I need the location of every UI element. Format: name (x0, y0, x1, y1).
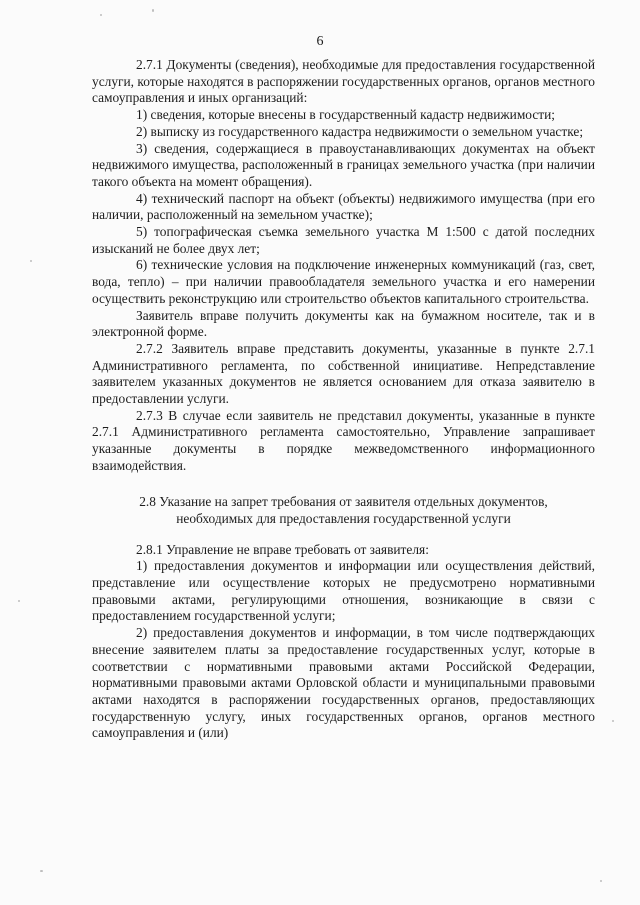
paragraph: 2.7.3 В случае если заявитель не представил документы, указанные в пункте 2.7.1 Административного регламента самостоятельно, Управление запрашивает указанные документы в порядке межведомственного информационного взаимодействия. (92, 407, 595, 473)
list-item: 2) выписку из государственного кадастра недвижимости о земельном участке; (136, 123, 584, 139)
paragraph: 2.7.2 Заявитель вправе представить документы, указанные в пункте 2.7.1 Административного регламента, по собственной инициативе. Непредставление заявителем указанных документов не является основанием для отказа заявителю в предоставлении услуги. (92, 340, 595, 407)
list-item: 3) сведения, содержащиеся в правоустанавливающих документах на объект недвижимого имущества, расположенный в границах земельного участка (при наличии такого объекта на момент обращения). (92, 140, 595, 189)
paragraph: 2.7.1 Документы (сведения), необходимые для предоставления государственной услуги, которые находятся в распоряжении государственных органов, органов местного самоуправления и иных организаций: (92, 57, 595, 106)
list-item: 1) сведения, которые внесены в государственный кадастр недвижимости; (136, 107, 556, 123)
list-item: 1) предоставления документов и информации или осуществления действий, представление или осуществление которых не предусмотрено нормативными правовыми актами, регулирующими отношения, возникающие в связи с предоставлением государственной услуги; (92, 558, 595, 624)
list-item: 6) технические условия на подключение инженерных коммуникаций (газ, свет, вода, тепло) – при наличии правообладателя земельного участка и его намерении осуществить реконструкцию или строительство объектов капитального строительства. (92, 257, 595, 306)
scan-speck (40, 870, 43, 872)
list-item: 5) топографическая съемка земельного участка М 1:500 с датой последних изысканий не более двух лет; (92, 224, 595, 256)
section-heading-line: необходимых для предоставления государственной услуги (176, 510, 511, 526)
section-heading (92, 493, 595, 527)
scan-speck (612, 720, 614, 722)
list-item: 2) предоставления документов и информации, в том числе подтверждающих внесение заявителем платы за предоставление государственных услуг, которые в соответствии с нормативными правовыми актами Российской Федерации, нормативными правовыми актами Орловской области и муниципальными правовыми актами находятся в распоряжении государственных органов, предоставляющих государственную услугу, иных государственных органов, органов местного самоуправления и (или) (92, 625, 595, 741)
paragraph: Заявитель вправе получить документы как на бумажном носителе, так и в электронной форме. (92, 307, 595, 340)
scan-speck (600, 880, 602, 882)
scan-speck (100, 14, 102, 16)
scan-speck (30, 260, 32, 262)
paragraph: 2.8.1 Управление не вправе требовать от заявителя: (136, 541, 429, 557)
scan-speck (18, 600, 20, 602)
scan-speck (152, 9, 154, 12)
page-number: 6 (316, 34, 324, 49)
document-body (92, 57, 595, 742)
list-item: 4) технический паспорт на объект (объекты) недвижимого имущества (при его наличии, расположенный на земельном участке); (92, 190, 595, 223)
section-heading-line: 2.8 Указание на запрет требования от заявителя отдельных документов, (139, 493, 548, 509)
